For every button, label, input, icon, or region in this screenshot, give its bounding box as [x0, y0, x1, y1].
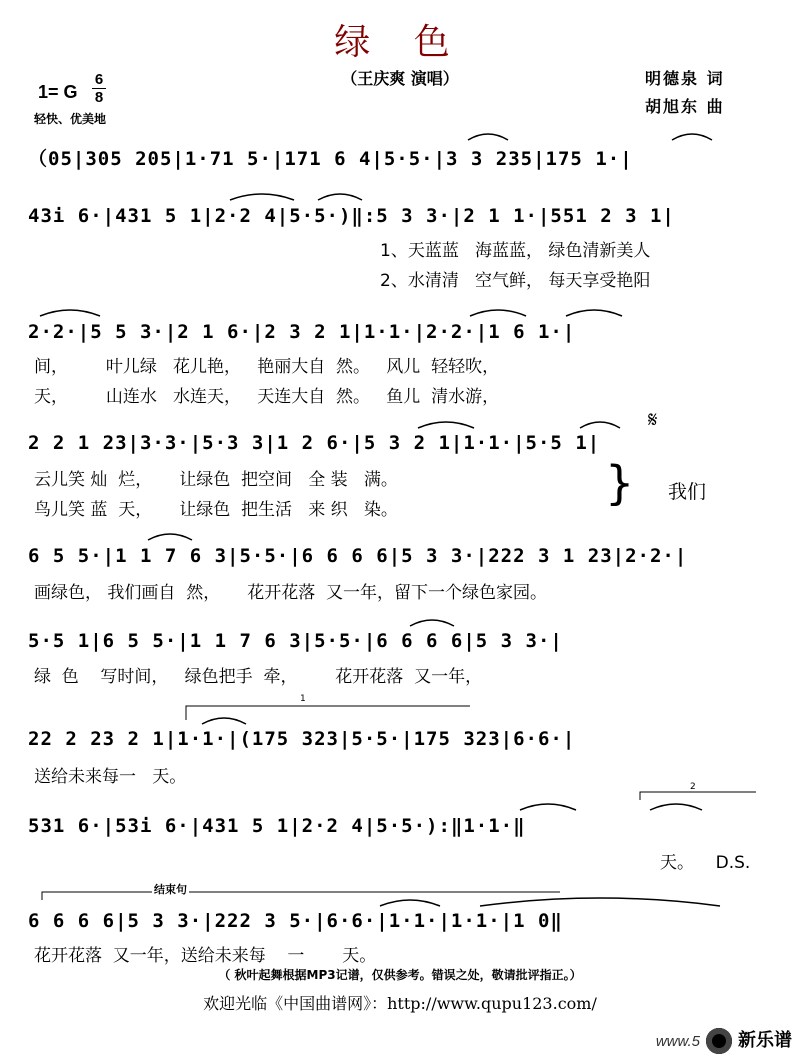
slur-mark — [468, 134, 508, 140]
slur-mark — [148, 534, 192, 540]
lyricist-credit: 明德泉 词 — [645, 69, 725, 88]
slur-mark — [480, 898, 720, 906]
slur-mark — [380, 900, 440, 906]
slur-mark — [520, 804, 576, 810]
ending-bracket — [42, 892, 560, 900]
time-signature-top: 6 — [94, 71, 104, 88]
lyric-verse-2-line-2: 天， 山连水 水连天， 天连大自 然。 鱼儿 清水游， — [34, 387, 500, 407]
slur-mark — [318, 194, 362, 200]
slur-mark — [470, 310, 526, 316]
lyric-line-6: 绿 色 写时间， 绿色把手 牵， 花开花落 又一年， — [34, 667, 483, 687]
score-line-9: 6 6 6 6|5 3 3·|222 3 5·|6·6·|1·1·|1·1·|1 0‖ — [28, 910, 563, 932]
lyric-verse-2-line-1: 2、水清清 空气鲜， 每天享受艳阳 — [380, 271, 651, 291]
volta-2-bracket — [640, 792, 756, 800]
lyric-verse-1-line-3: 云儿笑 灿 烂， 让绿色 把空间 全 装 满。 — [34, 470, 398, 490]
lyric-line-7: 送给未来每一 天。 — [34, 767, 187, 787]
lyric-line-8: 天。 D.S. — [660, 853, 751, 873]
singer-credit: （王庆爽 演唱） — [341, 69, 459, 88]
slur-mark — [418, 422, 474, 428]
score-line-4: 2 2 1 23|3·3·|5·3 3|1 2 6·|5 3 2 1|1·1·|5·5 1| — [28, 432, 601, 454]
time-signature-bottom: 8 — [94, 89, 104, 106]
lyric-verse-1-line-1: 1、天蓝蓝 海蓝蓝， 绿色清新美人 — [380, 241, 651, 261]
slur-marks — [40, 134, 720, 906]
lyric-verse-1-line-2: 间， 叶儿绿 花儿艳， 艳丽大自 然。 风儿 轻轻吹， — [34, 357, 500, 377]
slur-mark — [672, 134, 712, 140]
site-link[interactable]: 欢迎光临《中国曲谱网》：http://www.qupu123.com/ — [203, 994, 597, 1013]
lyric-line-9: 花开花落 又一年，送给未来每 一 天。 — [34, 946, 377, 966]
score-line-1: （05|305 205|1·71 5·|171 6 4|5·5·|3 3 235|175 1·| — [28, 148, 633, 170]
score-line-7: 22 2 23 2 1|1·1·|(175 323|5·5·|175 323|6·6·| — [28, 728, 576, 750]
watermark-brand: 新乐谱 — [738, 1030, 792, 1050]
score-line-6: 5·5 1|6 5 5·|1 1 7 6 3|5·5·|6 6 6 6|5 3 3·| — [28, 630, 563, 652]
slur-mark — [40, 310, 100, 316]
score-line-8: 531 6·|53i 6·|431 5 1|2·2 4|5·5·):‖1·1·‖ — [28, 815, 526, 837]
slur-mark — [202, 718, 246, 724]
ending-label: 结束句 — [154, 883, 187, 896]
watermark — [656, 1026, 792, 1054]
lyric-line-5: 画绿色， 我们画自 然， 花开花落 又一年，留下一个绿色家园。 — [34, 583, 548, 603]
composer-credit: 胡旭东 曲 — [645, 97, 725, 116]
key-signature: 1= G — [38, 82, 78, 102]
volta-2-number: 2 — [690, 782, 696, 792]
slur-mark — [650, 804, 702, 810]
score-line-2: 43i 6·|431 5 1|2·2 4|5·5·)‖:5 3 3·|2 1 1·|551 2 3 1| — [28, 205, 675, 227]
song-title: 绿 色 — [334, 22, 466, 63]
score-line-3: 2·2·|5 5 3·|2 1 6·|2 3 2 1|1·1·|2·2·|1 6 1·| — [28, 321, 576, 343]
slur-mark — [580, 422, 620, 428]
slur-mark — [410, 620, 454, 626]
watermark-url-fragment: www.5 — [655, 1033, 700, 1050]
slur-mark — [566, 310, 622, 316]
tempo-marking: 轻快、优美地 — [34, 112, 107, 126]
brace-symbol: } — [605, 460, 635, 506]
lyric-chorus-start: 我们 — [668, 481, 707, 503]
score-line-5: 6 5 5·|1 1 7 6 3|5·5·|6 6 6 6|5 3 3·|222 3 1 23|2·2·| — [28, 545, 688, 567]
volta-1-number: 1 — [300, 694, 306, 704]
lyric-verse-2-line-3: 鸟儿笑 蓝 天， 让绿色 把生活 来 织 染。 — [34, 500, 398, 520]
transcription-note: （ 秋叶起舞根据MP3记谱，仅供参考。错误之处，敬请批评指正。） — [218, 968, 582, 982]
slur-mark — [230, 194, 294, 200]
segno-sign: 𝄋 — [648, 408, 658, 433]
record-disc-icon — [706, 1028, 732, 1054]
